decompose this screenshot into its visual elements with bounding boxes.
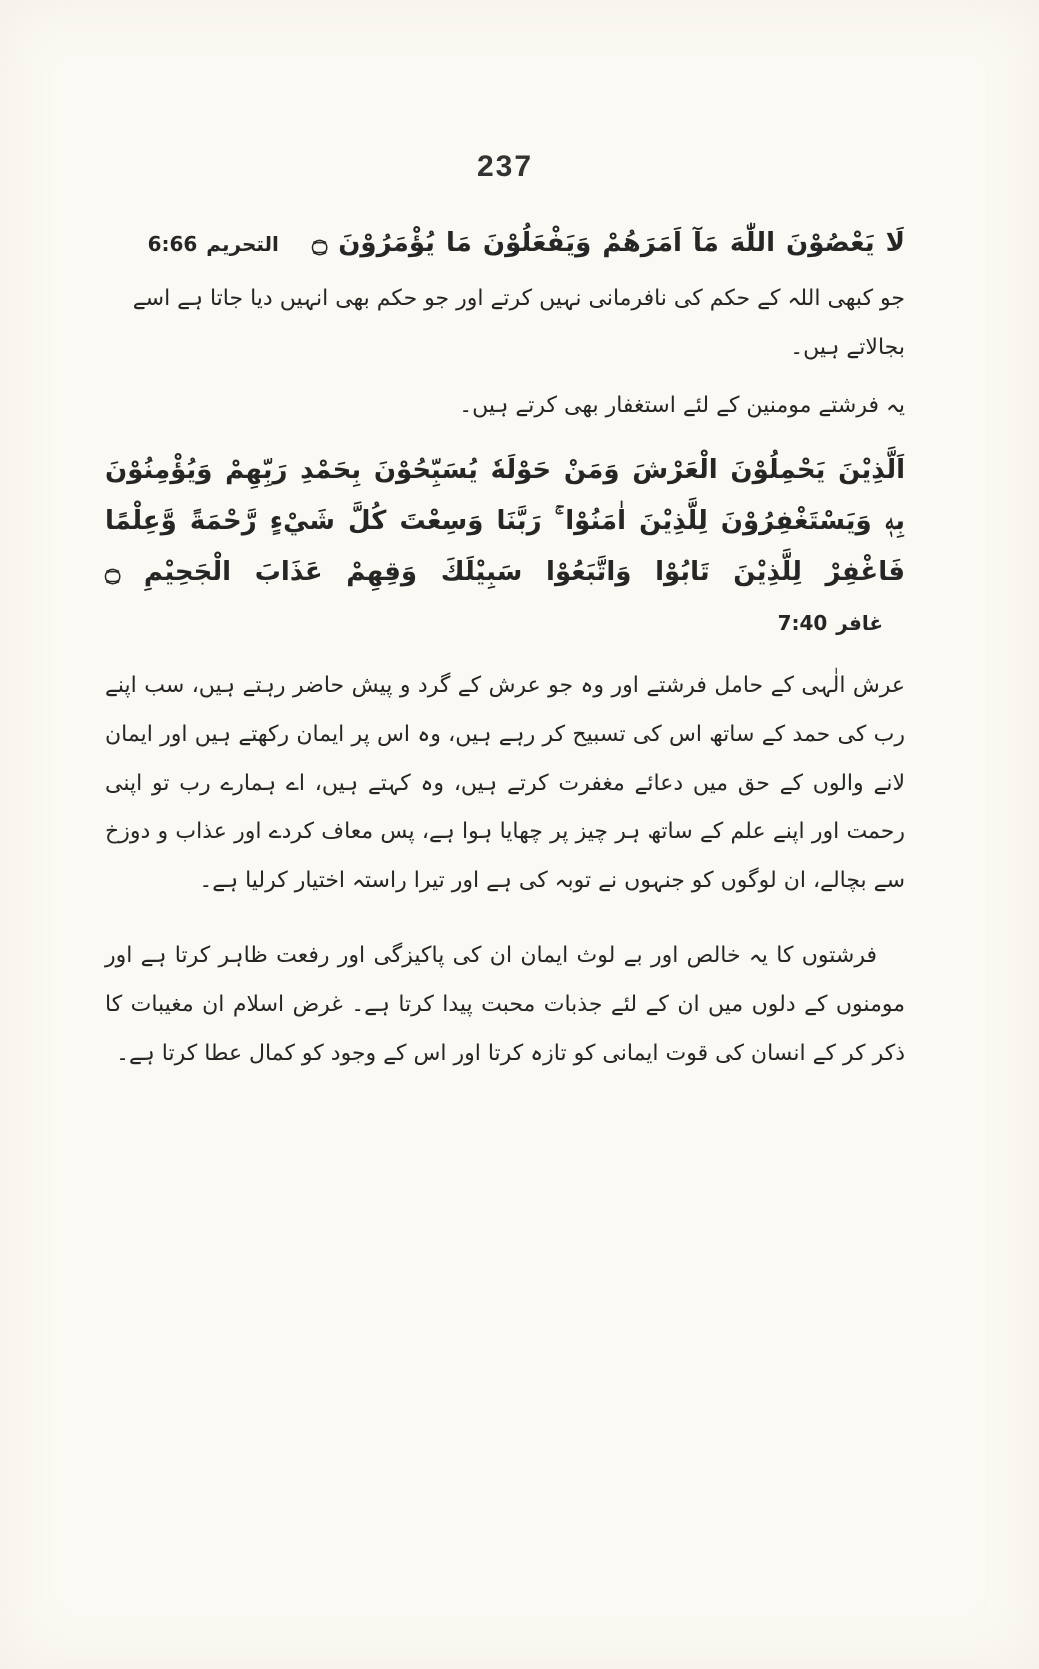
intro-line: یہ فرشتے مومنین کے لئے استغفار بھی کرتے ہیں۔ [459, 393, 905, 419]
page-number: 237 [476, 150, 534, 183]
quran-verse-ghafir [105, 445, 905, 648]
page-content [105, 150, 905, 1079]
verse-tahrim-translation: جو کبھی اللہ کے حکم کی نافرمانی نہیں کرتے اور جو حکم بھی انہیں دیا جاتا ہے اسے بجالاتے ہیں۔ [132, 285, 905, 360]
verse-tahrim-arabic-text: لَا يَعْصُوْنَ اللّٰهَ مَآ اَمَرَهُمْ وَيَفْعَلُوْنَ مَا يُؤْمَرُوْنَ ۝ [311, 228, 905, 258]
verse-ghafir-arabic-line-3: تَابُوْا وَاتَّبَعُوْا سَبِيْلَكَ وَقِهِمْ عَذَابَ الْجَحِيْمِ ۝ [105, 556, 710, 587]
verse-ghafir-arabic-line-1: اَلَّذِيْنَ يَحْمِلُوْنَ الْعَرْشَ وَمَنْ حَوْلَهٗ يُسَبِّحُوْنَ بِحَمْدِ رَبِّهِمْ وَيُؤْمِنُوْنَ بِهٖ [105, 455, 905, 536]
commentary-paragraph: فرشتوں کا یہ خالص اور بے لوث ایمان ان کی پاکیزگی اور رفعت ظاہر کرتا ہے اور مومنوں کے دلوں میں ان کے لئے جذبات محبت پیدا کرتا ہے۔ غرض اسلام ان مغیبات کا ذکر کر کے انسان کی قوت ایمانی کو تازہ کرتا اور اس کے وجود کو کمال عطا کرتا ہے۔ [105, 943, 905, 1066]
verse-ghafir-reference: غافر 7:40 [777, 611, 883, 636]
verse-ghafir-translation: عرش الٰہی کے حامل فرشتے اور وہ جو عرش کے گرد و پیش حاضر رہتے ہیں، سب اپنے رب کی حمد کے ساتھ اس کی تسبیح کر رہے ہیں، وہ اس پر ایمان رکھتے ہیں اور ایمان لانے والوں کے حق میں دعائے مغفرت کرتے ہیں، وہ کہتے ہیں، اے ہمارے رب تو اپنی رحمت اور اپنے علم کے ساتھ ہر چیز پر چھایا ہوا ہے، پس معاف کردے اور عذاب و دوزخ سے بچالے، ان لوگوں کو جنہوں نے توبہ کی ہے اور تیرا راستہ اختیار کرلیا ہے۔ [105, 672, 905, 894]
verse-tahrim-reference: التحريم 6:66 [147, 232, 279, 256]
quran-verse-tahrim [105, 218, 905, 269]
verse-ghafir-arabic-line-2: وَيَسْتَغْفِرُوْنَ لِلَّذِيْنَ اٰمَنُوْا ۚ رَبَّنَا وَسِعْتَ كُلَّ شَيْءٍ رَّحْمَةً وَّعِلْمًا فَاغْفِرْ لِلَّذِيْنَ [105, 505, 905, 587]
